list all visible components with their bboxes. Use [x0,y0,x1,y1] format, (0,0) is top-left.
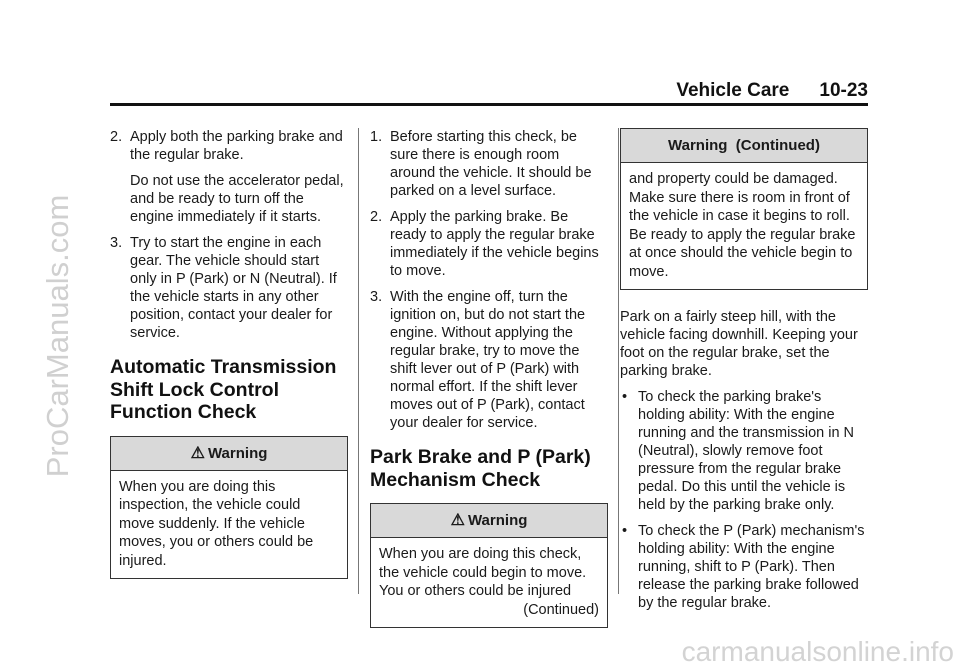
body-paragraph: Park on a fairly steep hill, with the vehicle facing downhill. Keeping your foot on the regular brake, set the parking brake. [620,309,858,379]
column-divider [358,128,359,594]
step-number: 3. [110,235,123,251]
section-heading: Automatic Transmission Shift Lock Control Function Check [110,356,337,423]
warning-box-continued [620,128,868,290]
page-number: 10-23 [819,80,868,101]
warning-text: When you are doing this inspection, the vehicle could move suddenly. If the vehicle moves, you or others could be injured. [119,478,314,569]
step-text: Apply both the parking brake and the regular brake. [130,129,343,163]
step-item [370,288,608,432]
bullet-text: To check the parking brake's holding ability: With the engine running and the transmission in N (Neutral), slowly remove foot pressure from the regular brake pedal. Do this until the vehicle is held by the parking brake only. [638,389,855,513]
side-watermark: ProCarManuals.com [40,194,75,478]
step-number: 2. [370,209,383,225]
warning-text: When you are doing this check, the vehicle could begin to move. You or others could be injured [379,546,587,599]
page-header [110,80,868,102]
warning-header [371,504,607,538]
column-middle [370,128,608,638]
column-right [620,128,868,620]
column-divider [618,128,619,594]
header-rule [110,103,868,106]
step-number: 2. [110,129,123,145]
warning-title: Warning [207,444,268,462]
step-text: Before starting this check, be sure there is enough room around the vehicle. It should be parked on a level surface. [390,129,592,199]
continued-label: (Continued) [523,601,599,618]
warning-box [110,436,348,580]
section-heading: Park Brake and P (Park) Mechanism Check [370,446,591,491]
warning-icon: ⚠ [450,512,465,529]
step-text: With the engine off, turn the ignition on, but do not start the engine. Without applying the regular brake, try to move the shift lever out of P (Park) with normal effort. If the shift lever moves out of P (Park), contact your dealer for service. [390,289,586,431]
step-item [370,128,608,200]
bullet-item [620,388,868,514]
step-item [110,128,348,164]
bullet-item [620,522,868,612]
warning-title: Warning [467,512,528,529]
warning-header: Warning (Continued) [621,129,867,163]
warning-header [111,437,347,471]
section-title: Vehicle Care [676,80,790,101]
warning-box [370,503,608,628]
step-number: 3. [370,289,383,305]
step-number: 1. [370,129,383,145]
step-text: Apply the parking brake. Be ready to apply the regular brake immediately if the vehicle begins to move. [390,209,599,279]
warning-text: and property could be damaged. Make sure there is room in front of the vehicle in case it begins to roll. Be ready to apply the regular brake at once should the vehicle begin to move. [629,171,856,280]
step-text: Try to start the engine in each gear. The vehicle should start only in P (Park) or N (Neutral). If the vehicle starts in any other position, contact your dealer for service. [130,235,337,341]
footer-watermark: carmanualsonline.info [681,636,954,667]
bullet-icon: • [622,389,628,405]
step-item [370,208,608,280]
warning-body [371,538,607,627]
warning-icon: ⚠ [190,444,205,462]
step-item [110,234,348,342]
column-left [110,128,348,589]
step-subtext: Do not use the accelerator pedal, and be ready to turn off the engine immediately if it starts. [130,173,344,225]
bullet-icon: • [622,523,628,539]
bullet-text: To check the P (Park) mechanism's holding ability: With the engine running, shift to P (Park). Then release the parking brake followed by the regular brake. [638,523,865,611]
